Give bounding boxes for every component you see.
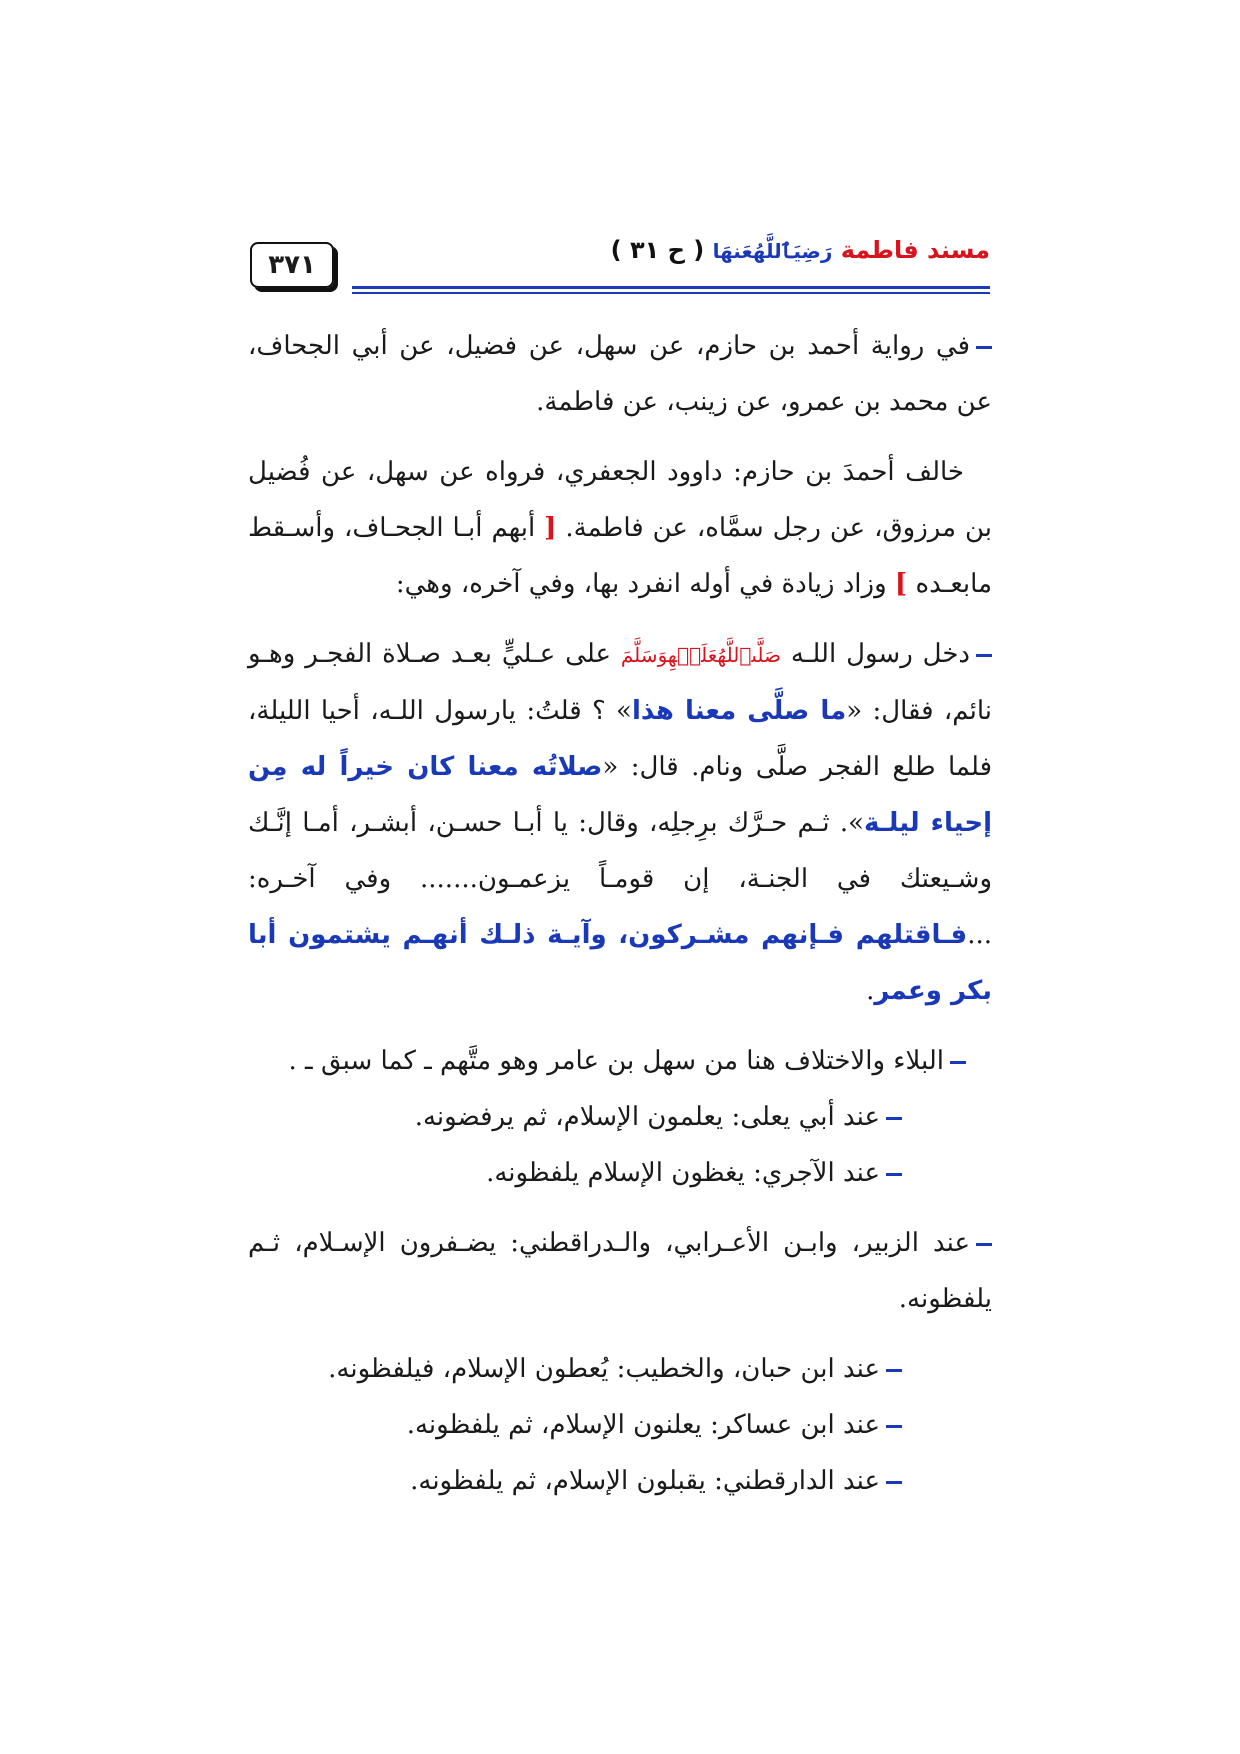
page-header: [250, 228, 990, 288]
paragraph-3-end: .: [866, 976, 875, 1006]
bracket-open: [: [544, 513, 557, 543]
line-3: [248, 1145, 992, 1201]
paragraph-3-text-b: على عـليٍّ بعـد صـلاة الفجـر وهـو نائم، فقال: «: [248, 639, 993, 726]
paragraph-3-text-c: » ؟ قلتُ: يارسول اللـه، أحيا الليلة، فلما طلع الفجر صلَّى ونام. قال: «: [248, 696, 992, 782]
line-5: [248, 1341, 992, 1397]
line-1: [248, 1033, 992, 1089]
paragraph-2-text-a: خالف أحمدَ بن حازم: داوود الجعفري، فرواه عن سهل، عن فُضيل بن مرزوق، عن رجل سمَّاه، عن فاطمة.: [248, 457, 993, 543]
hadith-reference: ( ح ٣١ ): [610, 236, 705, 264]
page-number-box: [250, 242, 334, 288]
line-2: [248, 1089, 992, 1145]
honorific-text: رَضِيَٱللَّهُعَنهَا: [712, 239, 833, 263]
quote-3: فـاقتلهم فـإنهم مشـركون، وآيـة ذلـك أنهـم يشتمون أبا بكر وعمر: [248, 920, 992, 1006]
line-6: [248, 1397, 992, 1453]
line-4-text: عند الزبير، وابـن الأعـرابي، والـدراقطني: يضـفرون الإسـلام، ثـم يلفظونه.: [248, 1228, 992, 1314]
dash-bullet-icon: [886, 1117, 902, 1120]
bracket-close: ]: [894, 569, 908, 599]
paragraph-2-bracket-text: أبهم أبـا الجحـاف، وأسـقط مابعـده: [248, 513, 992, 599]
dash-bullet-icon: [886, 1425, 902, 1428]
paragraph-3: [248, 626, 992, 1019]
dash-bullet-icon: [886, 1369, 902, 1372]
page-body: [248, 318, 992, 1509]
header-title: [611, 236, 990, 264]
book-title: مسند فاطمة: [840, 236, 990, 264]
line-1-text: البلاء والاختلاف هنا من سهل بن عامر وهو متَّهم ـ كما سبق ـ .: [288, 1046, 944, 1076]
line-3-text: عند الآجري: يغظون الإسلام يلفظونه.: [486, 1158, 880, 1188]
page-number: ٣٧١: [268, 250, 316, 280]
dash-bullet-icon: [886, 1173, 902, 1176]
line-7: [248, 1453, 992, 1509]
paragraph-3-text-d: ». ثـم حـرَّك برِجلِه، وقال: يا أبـا حسـن، أبشـر، أمـا إنَّـك وشـيعتك في الجنـة، إن قومـاً يزعمـون....... وفي آخـره: ...: [248, 808, 992, 950]
line-6-text: عند ابن عساكر: يعلنون الإسلام، ثم يلفظونه.: [406, 1410, 880, 1440]
paragraph-2-text-c: وزاد زيادة في أوله انفرد بها، وفي آخره، وهي:: [395, 569, 887, 599]
dash-bullet-icon: [976, 1243, 992, 1246]
dash-bullet-icon: [976, 654, 992, 657]
paragraph-3-text-a: دخل رسول اللـه: [790, 639, 970, 669]
line-2-text: عند أبي يعلى: يعلمون الإسلام، ثم يرفضونه.: [414, 1102, 880, 1132]
salawat-text: صَلَّىٱللَّهُعَلَيۡهِوَسَلَّمَ: [620, 643, 781, 667]
line-4: [248, 1215, 992, 1327]
line-7-text: عند الدارقطني: يقبلون الإسلام، ثم يلفظونه.: [410, 1466, 880, 1496]
quote-1: ما صلَّى معنا هذا: [631, 696, 847, 726]
header-rule-thick: [352, 286, 990, 289]
quote-2: صلاتُه معنا كان خيراً له مِن إحياء ليلـة: [248, 752, 992, 838]
dash-bullet-icon: [976, 346, 992, 349]
paragraph-2: [248, 444, 992, 612]
dash-bullet-icon: [886, 1481, 902, 1484]
paragraph-1: [248, 318, 992, 430]
line-5-text: عند ابن حبان، والخطيب: يُعطون الإسلام، فيلفظونه.: [328, 1354, 880, 1384]
header-rule-thin: [352, 292, 990, 294]
dash-bullet-icon: [950, 1061, 966, 1064]
paragraph-1-text: في رواية أحمد بن حازم، عن سهل، عن فضيل، عن أبي الجحاف، عن محمد بن عمرو، عن زينب، عن فاطمة.: [248, 331, 992, 417]
